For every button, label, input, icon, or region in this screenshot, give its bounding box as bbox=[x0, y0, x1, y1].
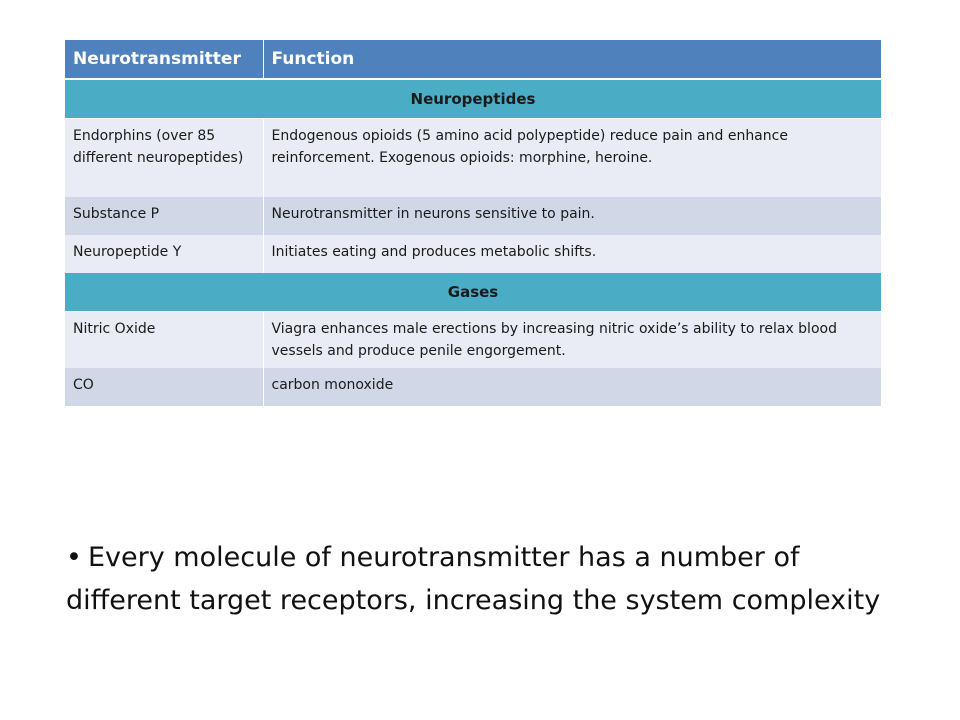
function-cell: Endogenous opioids (5 amino acid polypeptide) reduce pain and enhance reinforcement. Exogenous opioids: morphine, heroine. bbox=[263, 119, 881, 198]
table-row bbox=[65, 312, 881, 369]
function-cell: Neurotransmitter in neurons sensitive to pain. bbox=[263, 197, 881, 235]
neurotransmitter-cell: Neuropeptide Y bbox=[65, 235, 263, 273]
neurotransmitter-cell: Nitric Oxide bbox=[65, 312, 263, 369]
section-row-gases bbox=[65, 273, 881, 312]
section-title: Neuropeptides bbox=[65, 79, 881, 119]
bullet-text: Every molecule of neurotransmitter has a number of different target receptors, increasing the system complexity bbox=[66, 542, 881, 616]
bullet-point bbox=[66, 536, 896, 622]
column-header-neurotransmitter: Neurotransmitter bbox=[65, 40, 263, 79]
table-row bbox=[65, 119, 881, 198]
function-cell: carbon monoxide bbox=[263, 368, 881, 406]
neurotransmitter-cell: Substance P bbox=[65, 197, 263, 235]
neurotransmitter-cell: CO bbox=[65, 368, 263, 406]
function-cell: Initiates eating and produces metabolic shifts. bbox=[263, 235, 881, 273]
table-row bbox=[65, 197, 881, 235]
neurotransmitter-table bbox=[65, 40, 881, 406]
section-title: Gases bbox=[65, 273, 881, 312]
section-row-neuropeptides bbox=[65, 79, 881, 119]
function-cell: Viagra enhances male erections by increasing nitric oxide’s ability to relax blood vessels and produce penile engorgement. bbox=[263, 312, 881, 369]
table-header-row bbox=[65, 40, 881, 79]
table-row bbox=[65, 368, 881, 406]
neurotransmitter-cell: Endorphins (over 85 different neuropeptides) bbox=[65, 119, 263, 198]
table-row bbox=[65, 235, 881, 273]
bullet-marker: • bbox=[66, 542, 82, 573]
column-header-function: Function bbox=[263, 40, 881, 79]
